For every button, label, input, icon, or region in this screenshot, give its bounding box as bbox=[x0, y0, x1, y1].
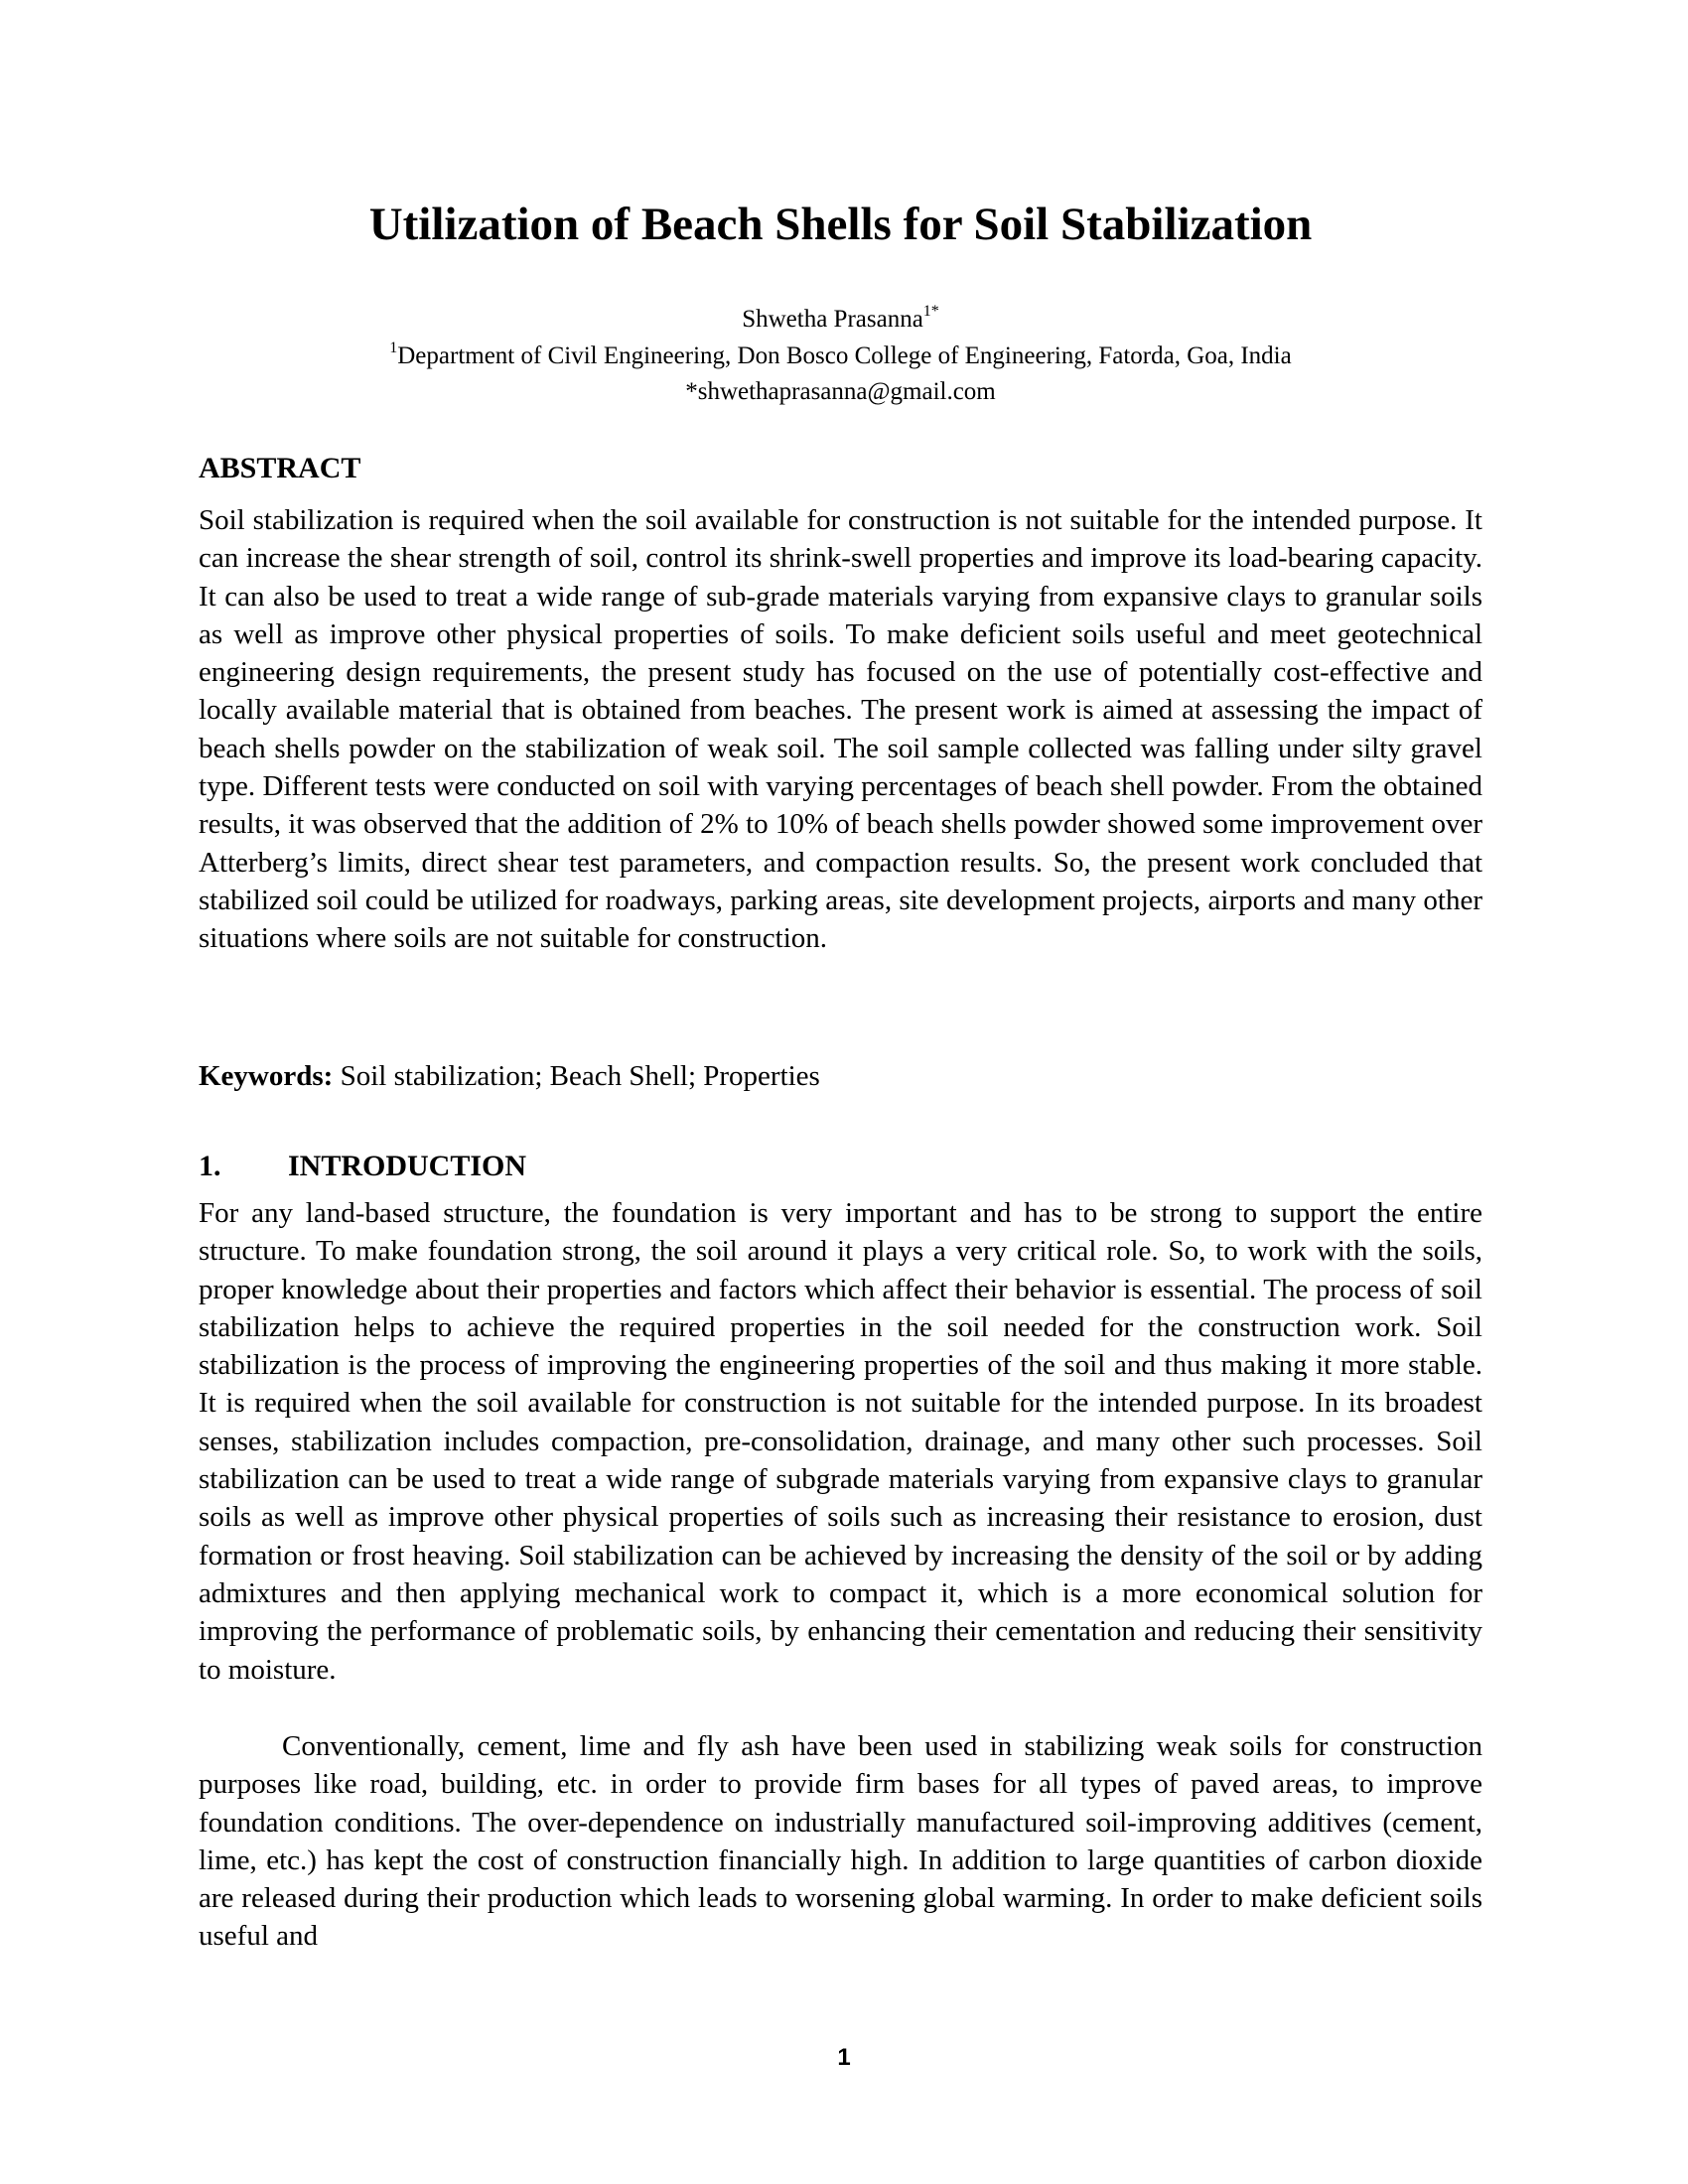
abstract-text: Soil stabilization is required when the soil available for construction is not suitable for the intended purpose. It can increase the shear strength of soil, control its shrink-swell properties and improve its load-bearing capacity. It can also be used to treat a wide range of sub-grade materials varying from expansive clays to granular soils as well as improve other physical properties of soils. To make deficient soils useful and meet geotechnical engineering design requirements, the present study has focused on the use of potentially cost-effective and locally available material that is obtained from beaches. The present work is aimed at assessing the impact of beach shells powder on the stabilization of weak soil. The soil sample collected was falling under silty gravel type. Different tests were conducted on soil with varying percentages of beach shell powder. From the obtained results, it was observed that the addition of 2% to 10% of beach shells powder showed some improvement over Atterberg’s limits, direct shear test parameters, and compaction results. So, the present work concluded that stabilized soil could be utilized for roadways, parking areas, site development projects, airports and many other situations where soils are not suitable for construction. bbox=[199, 504, 1482, 955]
keywords-text: Soil stabilization; Beach Shell; Properties bbox=[333, 1060, 820, 1092]
section-title: INTRODUCTION bbox=[288, 1150, 527, 1182]
page-number: 1 bbox=[837, 2044, 851, 2071]
affiliation-superscript: 1 bbox=[389, 339, 398, 356]
author-affiliation bbox=[199, 340, 1482, 373]
abstract-heading: ABSTRACT bbox=[199, 452, 361, 484]
section-heading-introduction bbox=[199, 1147, 526, 1186]
section-number: 1. bbox=[199, 1150, 221, 1182]
introduction-paragraph-2: Conventionally, cement, lime and fly ash have been used in stabilizing weak soils for construction purposes like road, building, etc. in order to provide firm bases for all types of paved areas, to improve foundation conditions. The over-dependence on industrially manufactured soil-improving additives (cement, lime, etc.) has kept the cost of construction financially high. In addition to large quantities of carbon dioxide are released during their production which leads to worsening global warming. In order to make deficient soils useful and bbox=[199, 1730, 1482, 1953]
author-line bbox=[199, 303, 1482, 337]
paper-title: Utilization of Beach Shells for Soil Stabilization bbox=[368, 199, 1313, 250]
keywords-line bbox=[199, 1057, 1482, 1095]
author-name: Shwetha Prasanna bbox=[742, 306, 923, 333]
author-superscript: 1* bbox=[922, 302, 939, 320]
keywords-label: Keywords: bbox=[199, 1060, 334, 1092]
affiliation-text: Department of Civil Engineering, Don Bosco College of Engineering, Fatorda, Goa, India bbox=[397, 342, 1292, 369]
introduction-paragraph-1: For any land-based structure, the foundation is very important and has to be strong to support the entire structure. To make foundation strong, the soil around it plays a very critical role. So, to work with the soils, proper knowledge about their properties and factors which affect their behavior is essential. The process of soil stabilization helps to achieve the required properties in the soil needed for the construction work. Soil stabilization is the process of improving the engineering properties of the soil and thus making it more stable. It is required when the soil available for construction is not suitable for the intended purpose. In its broadest senses, stabilization includes compaction, pre-consolidation, drainage, and many other such processes. Soil stabilization can be used to treat a wide range of subgrade materials varying from expansive clays to granular soils as well as improve other physical properties of soils such as increasing their resistance to erosion, dust formation or frost heaving. Soil stabilization can be achieved by increasing the density of the soil or by adding admixtures and then applying mechanical work to compact it, which is a more economical solution for improving the performance of problematic soils, by enhancing their cementation and reducing their sensitivity to moisture. bbox=[199, 1197, 1482, 1686]
author-email: *shwethaprasanna@gmail.com bbox=[685, 378, 996, 405]
